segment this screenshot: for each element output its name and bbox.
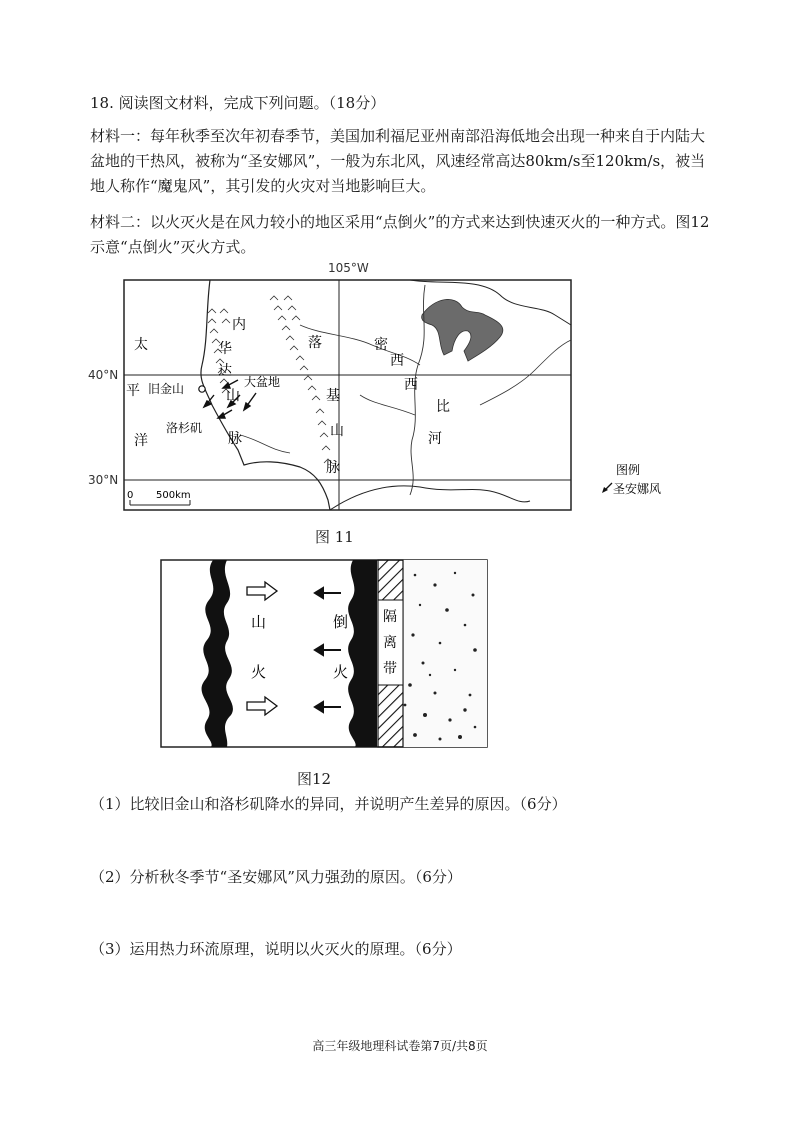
miss-char-4: 比: [436, 399, 450, 415]
figure-12-diagram: [155, 555, 495, 790]
backfire-char-1: 倒: [333, 613, 349, 631]
scale-zero: 0: [127, 490, 134, 501]
material-1: 材料一：每年秋季至次年初春季节，美国加利福尼亚州南部沿海低地会出现一种来自于内陆大盆地的干热风，被称为“圣安娜风”，一般为东北风，风速经常高达80km/s至120km/s，被当地人称作“魔鬼风”，其引发的火灾对当地影响巨大。: [90, 127, 706, 195]
nevada-char-3: 达: [218, 363, 232, 379]
rocky-char-3: 山: [330, 423, 344, 439]
great-lakes: [422, 299, 503, 361]
mountain-fire-char-2: 火: [251, 663, 267, 681]
mountain-fire-char-1: 山: [251, 613, 267, 631]
rocky-char-2: 基: [326, 388, 340, 404]
nevada-char-2: 华: [218, 341, 232, 357]
lat-40-label: 40°N: [88, 368, 119, 382]
longitude-label: 105°W: [328, 261, 369, 275]
figure-12-caption: 图12: [297, 770, 332, 788]
nevada-mountain-char-2: 脉: [228, 431, 242, 447]
ocean-char-3: 洋: [134, 433, 148, 449]
firebreak-char-2: 离: [383, 635, 397, 651]
legend-item: 圣安娜风: [613, 482, 662, 496]
lat-30-label: 30°N: [88, 473, 119, 487]
question-title: 18. 阅读图文材料，完成下列问题。（18分）: [90, 94, 386, 112]
miss-char-1: 密: [374, 337, 388, 353]
legend-title: 图例: [616, 463, 641, 477]
nevada-mountain-char-1: 山: [226, 388, 240, 404]
figure-11-caption: 图 11: [315, 528, 354, 546]
backfire-char-2: 火: [333, 663, 349, 681]
miss-char-2: 西: [390, 353, 404, 369]
sub-question-3: （3）运用热力环流原理，说明以火灭火的原理。（6分）: [90, 940, 462, 958]
ocean-char-1: 太: [134, 337, 148, 353]
scale-label: 500km: [156, 490, 191, 501]
sub-question-2: （2）分析秋冬季节“圣安娜风”风力强劲的原因。（6分）: [90, 868, 462, 886]
page-footer: 高三年级地理科试卷第7页/共8页: [312, 1039, 488, 1053]
firebreak-char-1: 隔: [383, 609, 397, 625]
miss-char-5: 河: [428, 431, 442, 447]
scale-bar: [127, 490, 191, 505]
rocky-char-4: 脉: [326, 460, 340, 476]
los-angeles-label: 洛杉矶: [166, 421, 203, 435]
material-2: 材料二：以火灭火是在风力较小的地区采用“点倒火”的方式来达到快速灭火的一种方式。图12示意“点倒火”灭火方式。: [90, 213, 710, 256]
rocky-char-1: 落: [308, 335, 322, 351]
san-francisco-label: 旧金山: [148, 382, 185, 396]
san-francisco-marker: [199, 386, 205, 392]
firebreak-char-3: 带: [383, 661, 397, 677]
legend: [602, 462, 661, 496]
figure-11-map: [60, 255, 700, 545]
great-basin-label: 大盆地: [244, 375, 281, 389]
ocean-char-2: 平: [126, 383, 140, 399]
sub-question-1: （1）比较旧金山和洛杉矶降水的异同，并说明产生差异的原因。（6分）: [90, 795, 567, 813]
miss-char-3: 西: [404, 377, 418, 393]
nevada-char-1: 内: [232, 317, 246, 333]
